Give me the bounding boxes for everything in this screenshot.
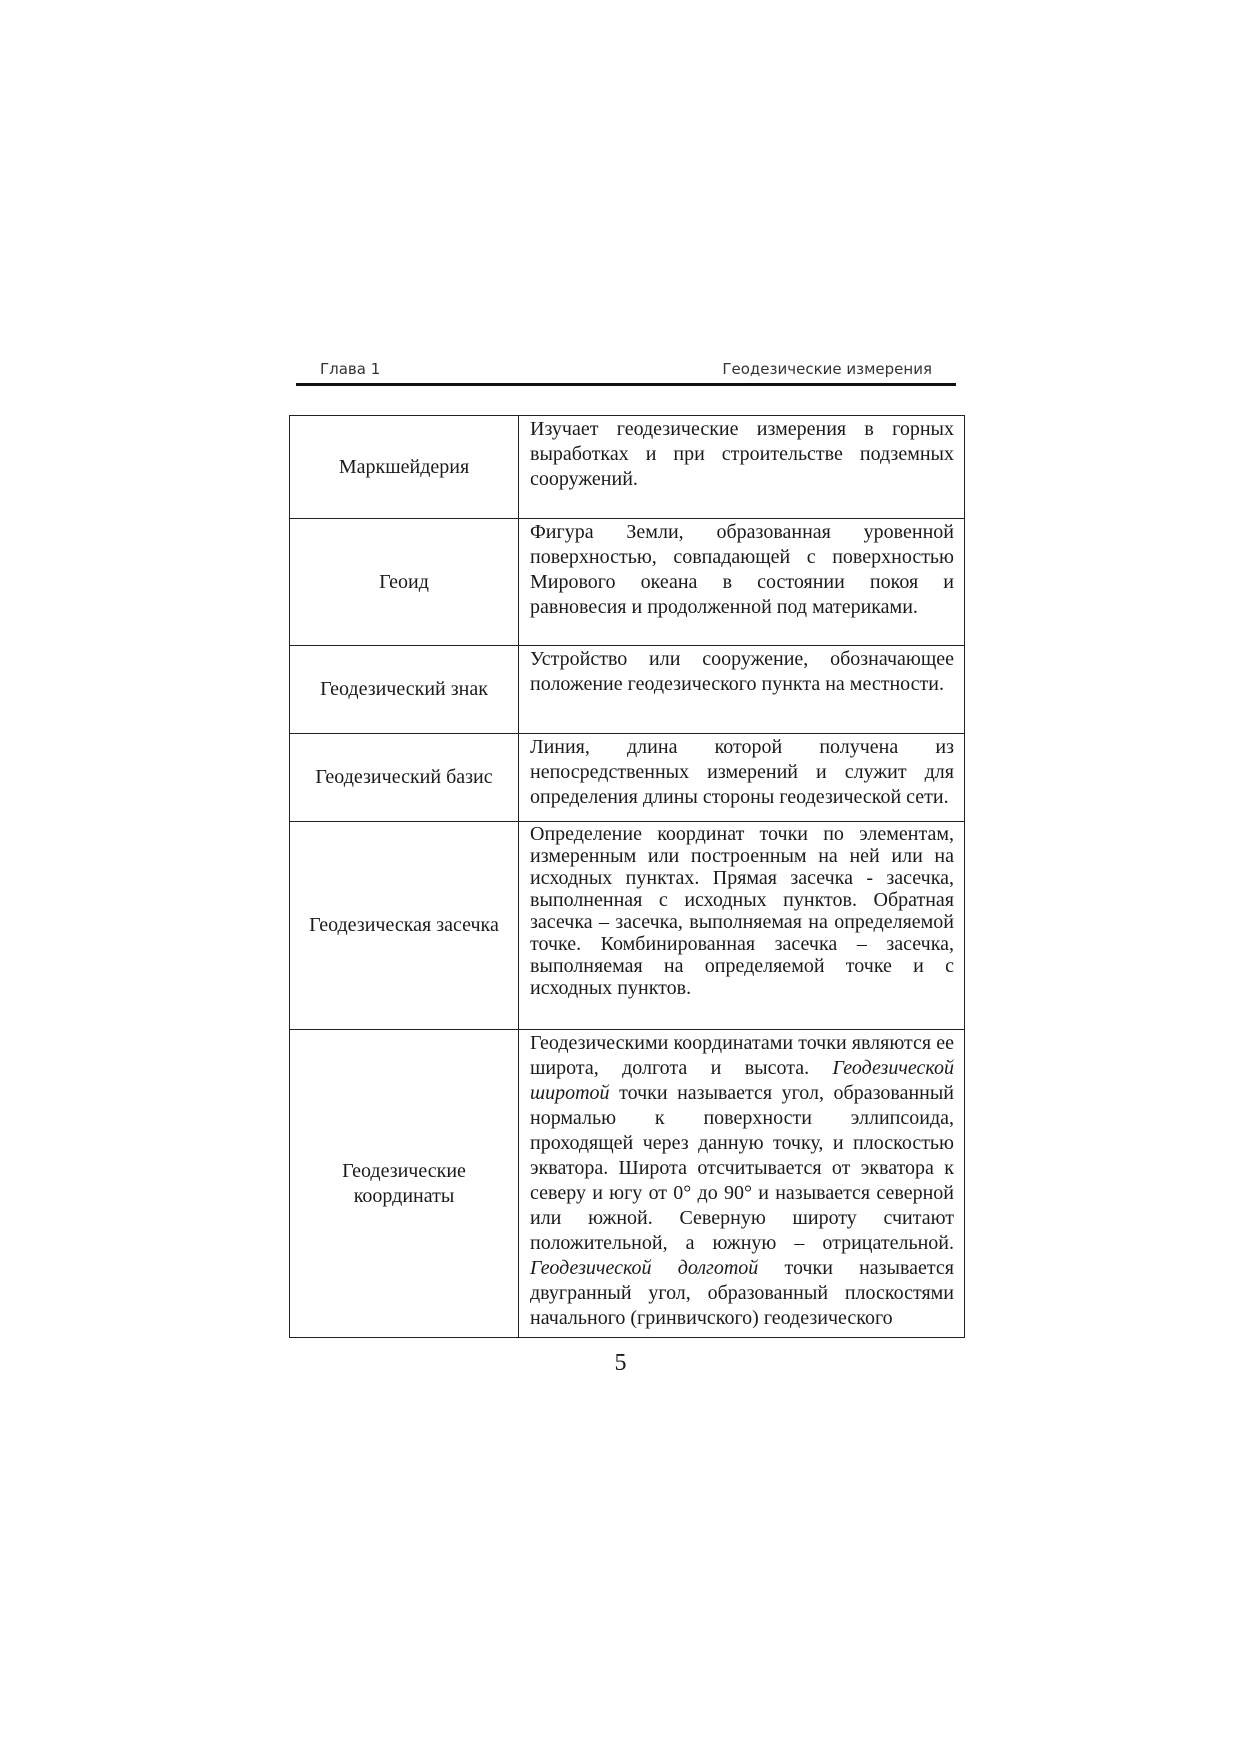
definition-cell: Фигура Земли, образованная уровенной поверхностью, совпадающей с поверхностью Мирового океана в состоянии покоя и равновесия и продолженной под материками.	[519, 519, 965, 646]
running-header	[296, 353, 956, 383]
definition-cell: Линия, длина которой получена из непосредственных измерений и служит для определения длины стороны геодезической сети.	[519, 734, 965, 822]
table-row	[290, 519, 965, 646]
definition-text: точки называется угол, образованный нормалью к поверхности эллипсоида, проходящей через данную точку, и плоскостью экватора. Широта отсчитывается от экватора к северу и югу от 0° до 90° и называется северной или южной. Северную широту считают положительной, а южную – отрицательной.	[530, 1082, 954, 1254]
term-cell: Геоид	[290, 519, 519, 646]
term-cell: Геодезические координаты	[290, 1030, 519, 1338]
term-cell: Геодезический знак	[290, 646, 519, 734]
table-row	[290, 734, 965, 822]
table-row	[290, 416, 965, 519]
definition-text: точки называется двугранный угол, образованный плоскостями начального (гринвичского) геодезического	[530, 1257, 954, 1329]
term-cell: Геодезическая засечка	[290, 822, 519, 1030]
term-cell: Геодезический базис	[290, 734, 519, 822]
header-rule	[296, 383, 956, 386]
italic-term: Геодезической широтой	[530, 1057, 954, 1104]
definition-cell: Определение координат точки по элементам, измеренным или построенным на ней или на исходных пунктах. Прямая засечка - засечка, выполненная с исходных пунктов. Обратная засечка – засечка, выполняемая на определяемой точке. Комбинированная засечка – засечка, выполняемая на определяемой точке и с исходных пунктов.	[519, 822, 965, 1030]
page-number: 5	[614, 1350, 627, 1376]
table-row	[290, 1030, 965, 1338]
chapter-label: Глава 1	[320, 360, 381, 378]
table-row	[290, 646, 965, 734]
section-title: Геодезические измерения	[722, 360, 932, 378]
definition-cell: Изучает геодезические измерения в горных выработках и при строительстве подземных сооружений.	[519, 416, 965, 519]
terms-table	[289, 415, 965, 1338]
table-row	[290, 822, 965, 1030]
italic-term: Геодезической долготой	[530, 1257, 759, 1279]
definition-text: Геодезическими координатами точки являются ее широта, долгота и высота.	[530, 1032, 954, 1079]
definition-cell	[519, 1030, 965, 1338]
term-cell: Маркшейдерия	[290, 416, 519, 519]
definition-cell: Устройство или сооружение, обозначающее положение геодезического пункта на местности.	[519, 646, 965, 734]
